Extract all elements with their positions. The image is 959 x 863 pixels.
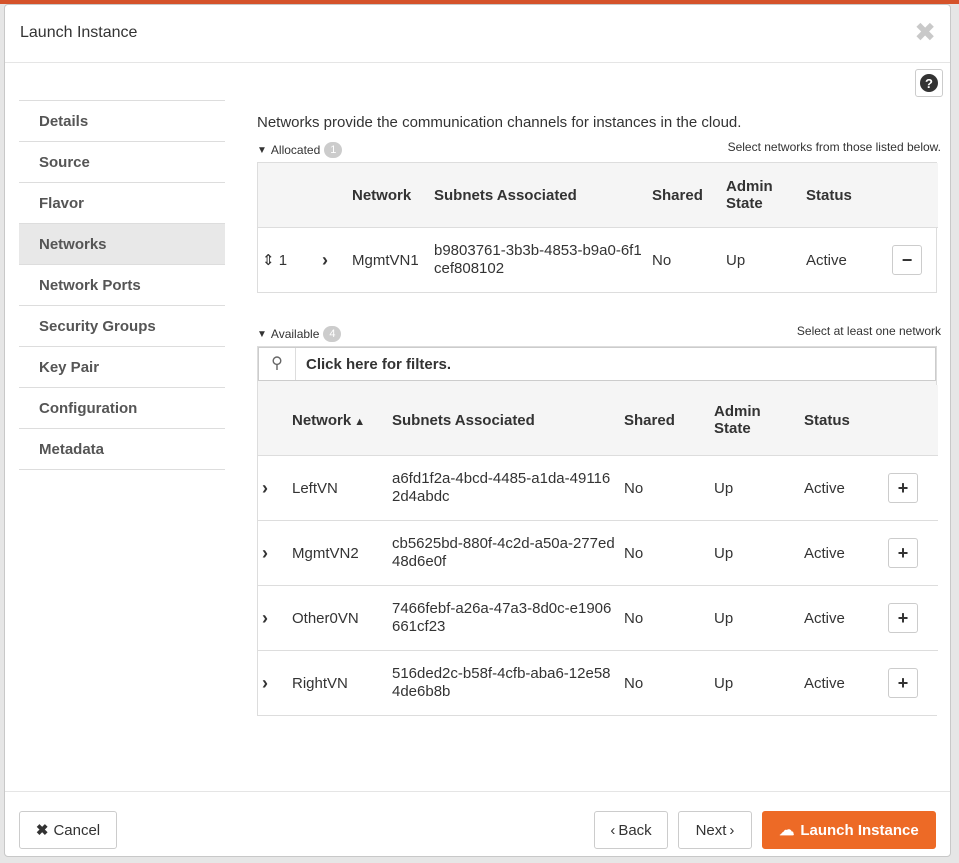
help-button[interactable] (915, 69, 943, 97)
close-icon[interactable]: ✖ (914, 17, 936, 47)
subnets-associated: 516ded2c-b58f-4cfb-aba6-12e584de6b8b (388, 651, 620, 716)
column-header-status: Status (800, 385, 884, 456)
add-network-button[interactable]: + (888, 603, 918, 633)
launch-instance-modal (4, 4, 951, 857)
table-row (258, 228, 938, 293)
sidebar-item-security-groups[interactable]: Security Groups (19, 306, 225, 347)
modal-header (5, 5, 950, 63)
chevron-down-icon: ▼ (257, 328, 267, 340)
status-value: Active (800, 521, 884, 586)
shared-value: No (620, 651, 710, 716)
subnets-associated: cb5625bd-880f-4c2d-a50a-277ed48d6e0f (388, 521, 620, 586)
sidebar-item-key-pair[interactable]: Key Pair (19, 347, 225, 388)
chevron-down-icon: ▼ (257, 144, 267, 156)
shared-value: No (652, 251, 672, 269)
table-row (258, 456, 938, 521)
allocated-table (257, 162, 937, 293)
available-section-header (257, 320, 941, 346)
available-header-row (258, 385, 938, 456)
column-header-network[interactable]: Network ▲ (288, 385, 388, 456)
allocated-toggle[interactable] (257, 142, 342, 158)
available-table (257, 346, 937, 716)
column-header-admin-state: Admin State (722, 163, 802, 228)
subnets-associated: 7466febf-a26a-47a3-8d0c-e1906661cf23 (388, 586, 620, 651)
chevron-left-icon: ‹ (610, 821, 616, 839)
table-row (258, 586, 938, 651)
available-count-badge: 4 (323, 326, 341, 342)
sidebar-item-flavor[interactable]: Flavor (19, 183, 225, 224)
admin-state-value: Up (710, 586, 800, 651)
network-name: LeftVN (288, 456, 388, 521)
sidebar-item-details[interactable]: Details (19, 101, 225, 142)
allocated-count-badge: 1 (324, 142, 342, 158)
add-network-button[interactable]: + (888, 538, 918, 568)
row-order[interactable]: ⇕ 1 (262, 252, 288, 269)
add-network-button[interactable]: + (888, 473, 918, 503)
network-name: Other0VN (288, 586, 388, 651)
column-header-admin-state: Admin State (710, 385, 800, 456)
sidebar-item-source[interactable]: Source (19, 142, 225, 183)
networks-intro: Networks provide the communication channels for instances in the cloud. (257, 114, 742, 131)
launch-instance-button[interactable]: ☁ Launch Instance (762, 811, 936, 849)
column-header-shared: Shared (620, 385, 710, 456)
chevron-right-icon: › (729, 821, 735, 839)
add-network-button[interactable]: + (888, 668, 918, 698)
subnets-associated: a6fd1f2a-4bcd-4485-a1da-491162d4abdc (388, 456, 620, 521)
allocated-section-header (257, 136, 941, 162)
network-name: MgmtVN1 (352, 251, 419, 269)
search-icon: ⚲ (259, 348, 296, 380)
cancel-button[interactable]: ✖ Cancel (19, 811, 117, 849)
available-title: Available (270, 327, 320, 341)
subnets-associated: b9803761-3b3b-4853-b9a0-6f1cef808102 (434, 242, 642, 277)
chevron-right-icon[interactable]: › (262, 542, 268, 563)
next-button[interactable]: Next › (678, 811, 752, 849)
shared-value: No (620, 456, 710, 521)
modal-title: Launch Instance (20, 24, 138, 41)
status-value: Active (806, 251, 847, 269)
close-icon: ✖ (35, 822, 49, 839)
networks-panel (257, 100, 941, 716)
column-header-subnets: Subnets Associated (430, 163, 648, 228)
admin-state-value: Up (710, 651, 800, 716)
sort-asc-icon: ▲ (354, 415, 366, 428)
modal-footer (5, 791, 950, 857)
remove-network-button[interactable]: − (892, 245, 922, 275)
allocated-header-row (258, 163, 938, 228)
table-row (258, 651, 938, 716)
column-header-status: Status (802, 163, 888, 228)
network-name: MgmtVN2 (288, 521, 388, 586)
admin-state-value: Up (726, 251, 746, 269)
admin-state-value: Up (710, 456, 800, 521)
allocated-hint: Select networks from those listed below. (727, 140, 941, 154)
available-hint: Select at least one network (796, 324, 941, 338)
chevron-right-icon[interactable]: › (262, 607, 268, 628)
chevron-right-icon[interactable]: › (262, 477, 268, 498)
column-header-shared: Shared (648, 163, 722, 228)
wizard-sidebar (19, 100, 225, 470)
sidebar-item-configuration[interactable]: Configuration (19, 388, 225, 429)
cloud-upload-icon: ☁ (779, 822, 795, 839)
filter-placeholder: Click here for filters. (306, 355, 452, 373)
sidebar-item-networks[interactable]: Networks (19, 224, 225, 265)
admin-state-value: Up (710, 521, 800, 586)
allocated-title: Allocated (270, 143, 321, 157)
table-row (258, 521, 938, 586)
shared-value: No (620, 521, 710, 586)
chevron-right-icon[interactable]: › (262, 672, 268, 693)
network-name: RightVN (288, 651, 388, 716)
chevron-right-icon[interactable]: › (322, 249, 328, 270)
status-value: Active (800, 651, 884, 716)
help-icon: ? (920, 74, 938, 92)
status-value: Active (800, 586, 884, 651)
shared-value: No (620, 586, 710, 651)
sidebar-item-network-ports[interactable]: Network Ports (19, 265, 225, 306)
filter-input[interactable] (258, 347, 936, 381)
status-value: Active (800, 456, 884, 521)
back-button[interactable]: ‹ Back (594, 811, 668, 849)
column-header-network: Network (348, 163, 430, 228)
column-header-subnets: Subnets Associated (388, 385, 620, 456)
sidebar-item-metadata[interactable]: Metadata (19, 429, 225, 470)
available-toggle[interactable] (257, 326, 341, 342)
sort-updown-icon: ⇕ (262, 252, 275, 269)
